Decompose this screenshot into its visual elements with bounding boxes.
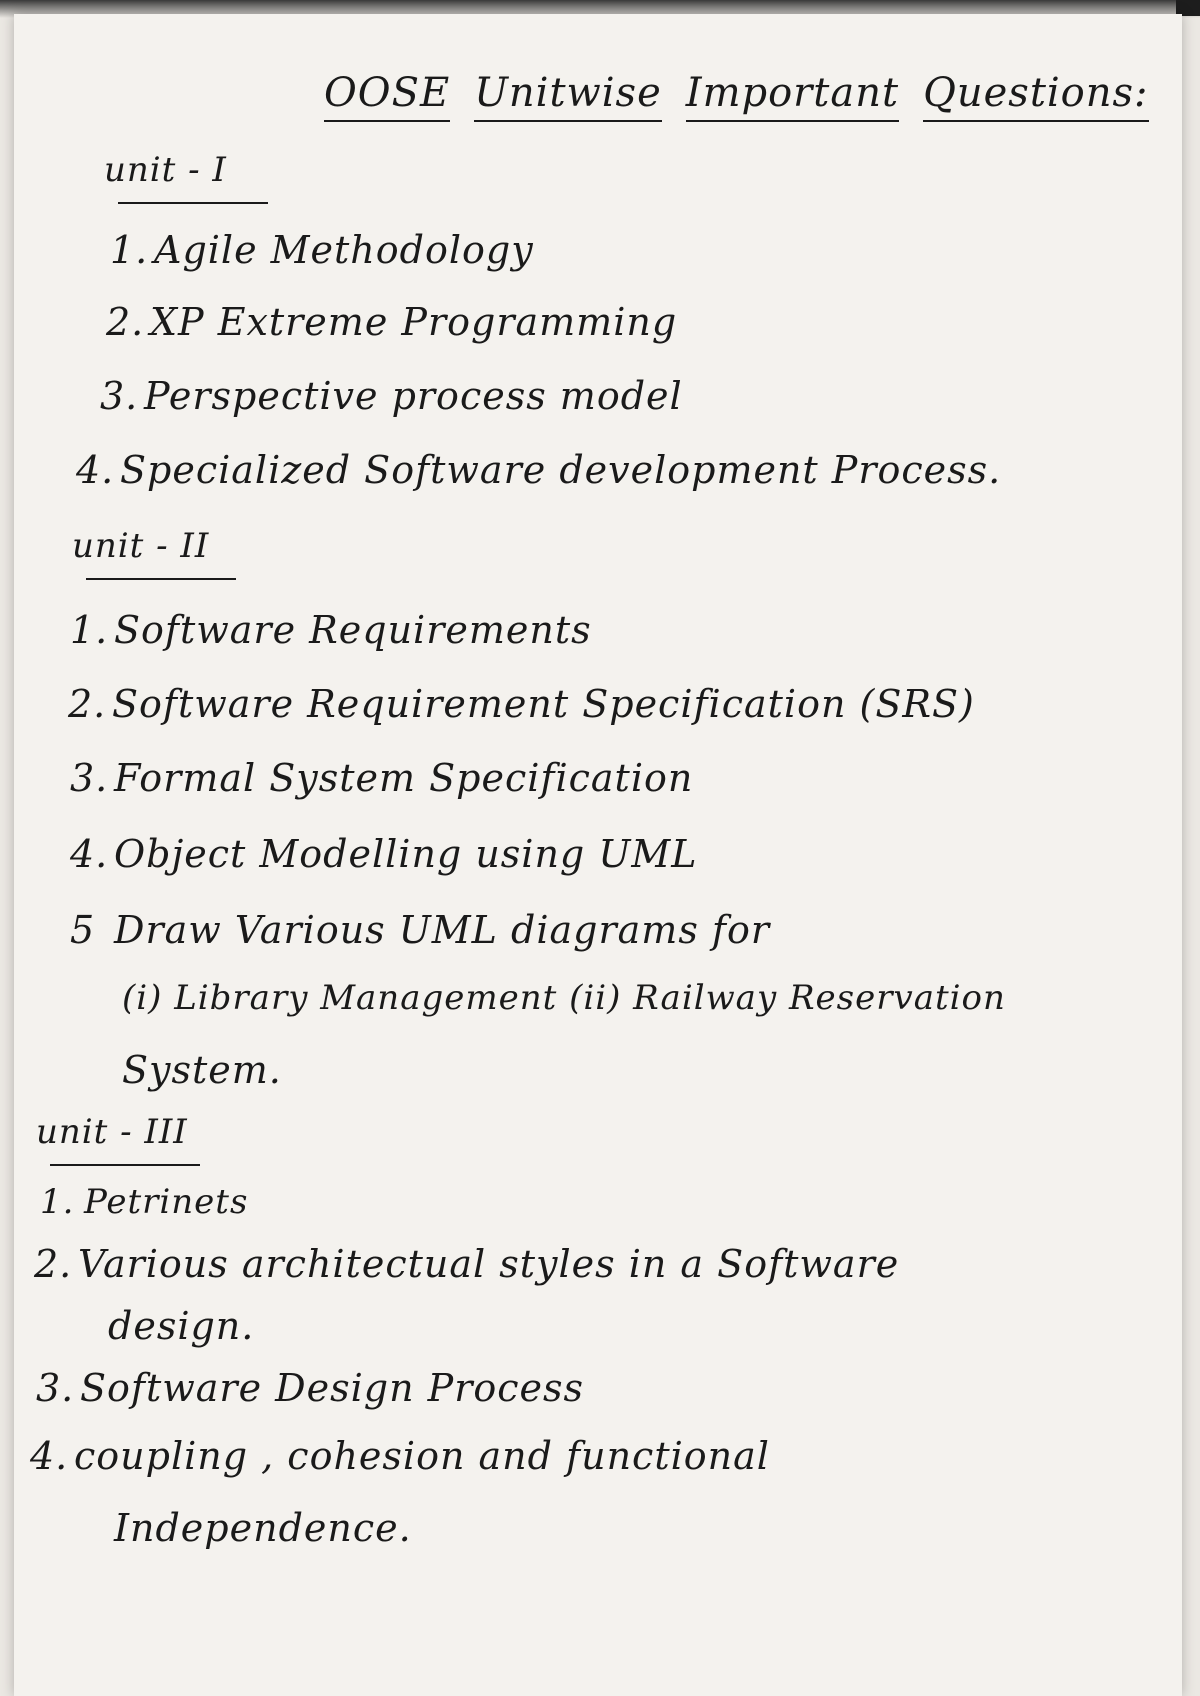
item-text: Perspective process model: [144, 374, 683, 418]
unit-2-heading: [72, 526, 209, 566]
item-number: 2.: [34, 1242, 73, 1286]
item-text: Various architectual styles in a Software: [78, 1242, 900, 1286]
unit-3-item-2-continuation: design.: [108, 1304, 255, 1348]
unit-2-item-2: [68, 682, 975, 726]
unit-3-item-4-continuation: Independence.: [114, 1506, 412, 1550]
unit-3-heading: [36, 1112, 188, 1152]
item-number: 1.: [70, 608, 109, 652]
item-text: Software Requirements: [114, 608, 592, 652]
unit-1-underline: [118, 202, 268, 204]
item-text: Object Modelling using UML: [114, 832, 698, 876]
item-text: Specialized Software development Process.: [120, 448, 1002, 492]
title-word-unitwise: Unitwise: [474, 70, 662, 122]
unit-2-item-3: [70, 756, 693, 800]
item-number: 3.: [36, 1366, 75, 1410]
unit-1-item-1: [110, 228, 534, 272]
item-number: 4.: [70, 832, 109, 876]
page-title: [324, 70, 1173, 116]
item-number: 2.: [106, 300, 145, 344]
unit-3-item-1: [40, 1182, 248, 1222]
item-text: coupling , cohesion and functional: [74, 1434, 770, 1478]
item-text: Software Design Process: [80, 1366, 585, 1410]
unit-2-underline: [86, 578, 236, 580]
item-number: 2.: [68, 682, 107, 726]
unit-1-item-2: [106, 300, 677, 344]
item-number: 1.: [110, 228, 149, 272]
unit-2-item-5-continuation-2: System.: [122, 1048, 282, 1092]
unit-2-item-1: [70, 608, 592, 652]
unit-1-item-3: [100, 374, 683, 418]
unit-2-item-5: [70, 908, 770, 952]
item-number: 3.: [100, 374, 139, 418]
unit-3-item-4: [30, 1434, 770, 1478]
item-text: Draw Various UML diagrams for: [114, 908, 770, 952]
unit-1-label: unit - I: [104, 150, 227, 190]
unit-3-underline: [50, 1164, 200, 1166]
item-number: 4.: [76, 448, 115, 492]
title-word-important: Important: [686, 70, 899, 122]
item-text: Formal System Specification: [114, 756, 694, 800]
unit-2-item-5-continuation-1: (i) Library Management (ii) Railway Reservation: [122, 978, 1006, 1018]
unit-3-item-3: [36, 1366, 584, 1410]
item-text: Petrinets: [84, 1182, 249, 1222]
item-text: Agile Methodology: [154, 228, 534, 272]
title-word-questions: Questions:: [923, 70, 1148, 122]
item-number: 4.: [30, 1434, 69, 1478]
item-text: Software Requirement Specification (SRS): [112, 682, 975, 726]
unit-2-item-4: [70, 832, 698, 876]
item-number: 1.: [40, 1182, 75, 1222]
item-text: XP Extreme Programming: [150, 300, 678, 344]
unit-1-heading: [104, 150, 227, 190]
unit-3-item-2: [34, 1242, 899, 1286]
title-word-oose: OOSE: [324, 70, 450, 122]
unit-3-label: unit - III: [36, 1112, 188, 1152]
unit-1-item-4: [76, 448, 1001, 492]
handwritten-note-sheet: [14, 14, 1182, 1696]
item-number: 3.: [70, 756, 109, 800]
item-number: 5: [70, 908, 96, 952]
unit-2-label: unit - II: [72, 526, 210, 566]
